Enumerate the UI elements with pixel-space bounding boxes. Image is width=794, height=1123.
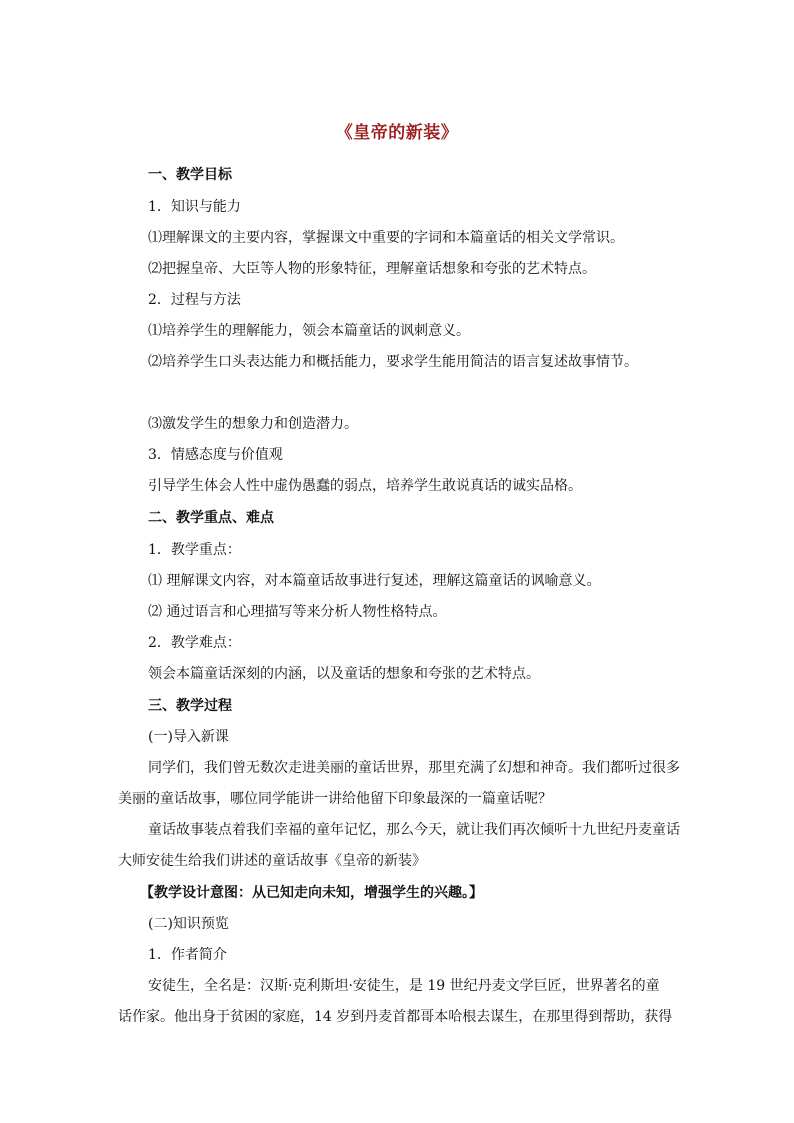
document-title: 《皇帝的新装》 <box>335 123 459 143</box>
paragraph: ⑵培养学生口头表达能力和概括能力，要求学生能用简洁的语言复述故事情节。 <box>148 354 638 370</box>
paragraph: ⑴理解课文的主要内容，掌握课文中重要的字词和本篇童话的相关文学常识。 <box>148 230 624 246</box>
paragraph: 大师安徒生给我们讲述的童话故事《皇帝的新装》 <box>118 853 426 869</box>
paragraph: ⑵ 通过语言和心理描写等来分析人物性格特点。 <box>148 604 447 620</box>
subheading-knowledge: 1．知识与能力 <box>148 199 241 215</box>
paragraph: 话作家。他出身于贫困的家庭，14 岁到丹麦首都哥本哈根去谋生，在那里得到帮助，获得 <box>118 1009 673 1025</box>
paragraph: ⑵把握皇帝、大臣等人物的形象特征，理解童话想象和夸张的艺术特点。 <box>148 261 596 277</box>
section-heading-process: 三、教学过程 <box>148 698 232 714</box>
subheading-author: 1．作者简介 <box>148 947 227 963</box>
paragraph: 领会本篇童话深刻的内涵，以及童话的想象和夸张的艺术特点。 <box>148 666 540 682</box>
paragraph: 引导学生体会人性中虚伪愚蠢的弱点，培养学生敢说真话的诚实品格。 <box>148 478 582 494</box>
subheading-intro: (一)导入新课 <box>148 729 229 745</box>
paragraph: 美丽的童话故事，哪位同学能讲一讲给他留下印象最深的一篇童话呢？ <box>118 791 552 807</box>
design-intent-note: 【教学设计意图：从已知走向未知，增强学生的兴趣。】 <box>140 885 483 901</box>
subheading-difficulty: 2．教学难点： <box>148 635 241 651</box>
subheading-key: 1．教学重点： <box>148 542 241 558</box>
subheading-process: 2．过程与方法 <box>148 292 241 308</box>
paragraph: ⑴ 理解课文内容，对本篇童话故事进行复述，理解这篇童话的讽喻意义。 <box>148 573 601 589</box>
paragraph: ⑴培养学生的理解能力，领会本篇童话的讽刺意义。 <box>148 323 470 339</box>
paragraph: ⑶激发学生的想象力和创造潜力。 <box>148 416 358 432</box>
subheading-preview: (二)知识预览 <box>148 916 229 932</box>
paragraph: 安徒生，全名是：汉斯·克利斯坦·安徒生，是 19 世纪丹麦文学巨匠，世界著名的童 <box>148 978 660 994</box>
subheading-values: 3．情感态度与价值观 <box>148 447 283 463</box>
section-heading-objectives: 一、教学目标 <box>148 167 232 183</box>
section-heading-key-points: 二、教学重点、难点 <box>148 510 274 526</box>
paragraph: 同学们，我们曾无数次走进美丽的童话世界，那里充满了幻想和神奇。我们都听过很多 <box>148 760 680 776</box>
paragraph: 童话故事装点着我们幸福的童年记忆，那么今天，就让我们再次倾听十九世纪丹麦童话 <box>148 822 680 838</box>
